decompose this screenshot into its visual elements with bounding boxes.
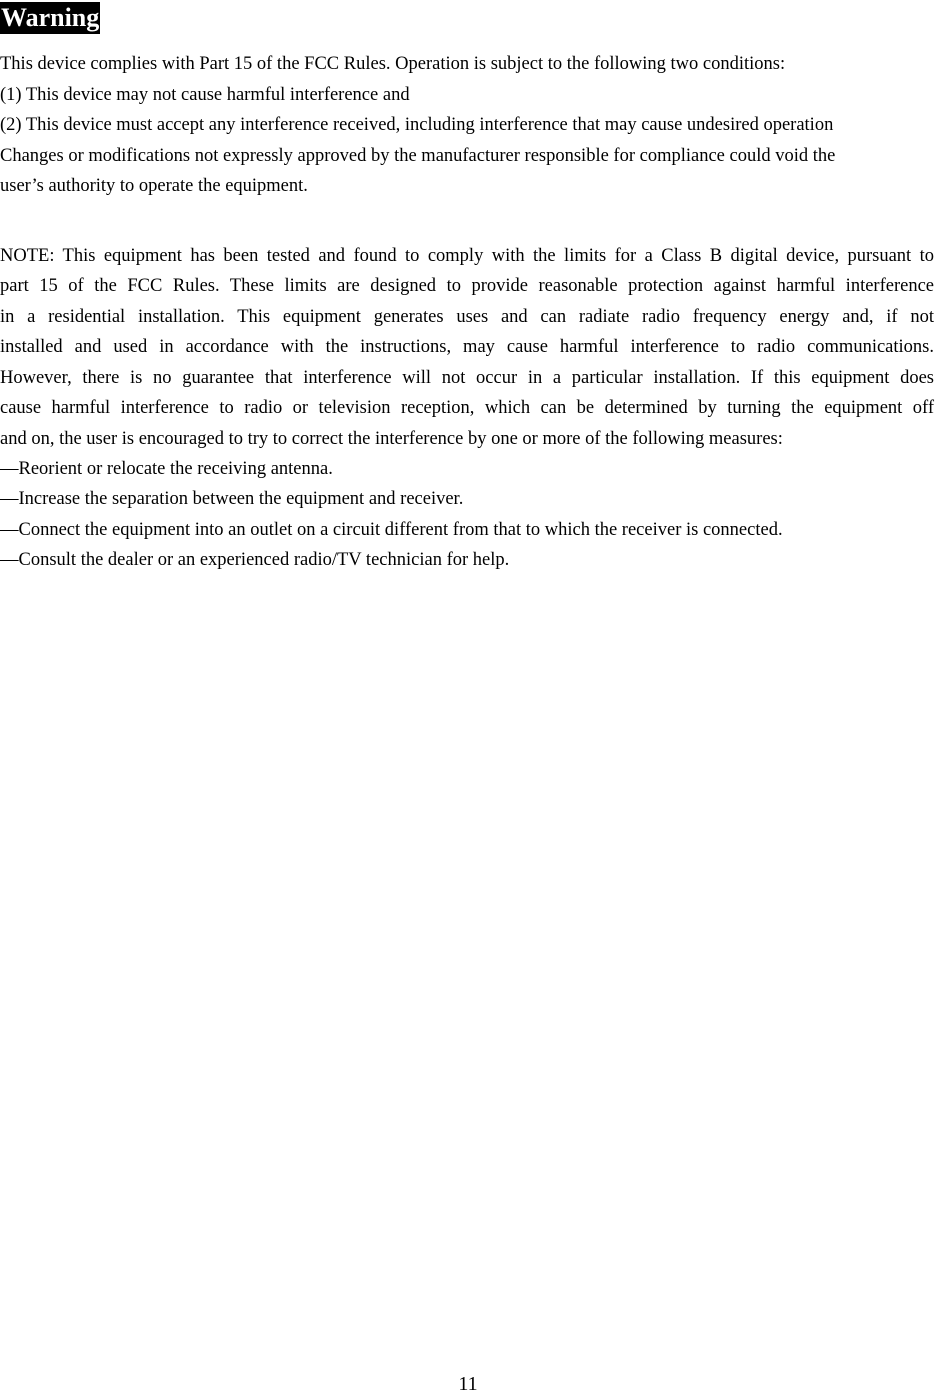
note-line: and on, the user is encouraged to try to correct the interference by one or more of the following measures: — [0, 429, 783, 449]
measure-item: —Consult the dealer or an experienced radio/TV technician for help. — [0, 550, 510, 570]
changes-line-1: Changes or modifications not expressly approved by the manufacturer responsible for compliance could void the — [0, 146, 836, 166]
note-line: cause harmful interference to radio or television reception, which can be determined by turning the equipment off — [0, 398, 934, 418]
condition-2: (2) This device must accept any interference received, including interference that may cause undesired operation — [0, 115, 834, 135]
note-line: However, there is no guarantee that interference will not occur in a particular installation. If this equipment does — [0, 368, 934, 388]
changes-line-2: user’s authority to operate the equipment. — [0, 176, 308, 196]
measure-item: —Reorient or relocate the receiving antenna. — [0, 459, 333, 479]
warning-heading: Warning — [1, 3, 100, 32]
note-line: part 15 of the FCC Rules. These limits are designed to provide reasonable protection against harmful interference — [0, 276, 934, 296]
condition-1: (1) This device may not cause harmful interference and — [0, 85, 410, 105]
note-line: in a residential installation. This equipment generates uses and can radiate radio frequency energy and, if not — [0, 307, 934, 327]
note-line: installed and used in accordance with the instructions, may cause harmful interference to radio communications. — [0, 337, 934, 357]
measure-item: —Increase the separation between the equipment and receiver. — [0, 489, 464, 509]
measure-item: —Connect the equipment into an outlet on a circuit different from that to which the receiver is connected. — [0, 520, 783, 540]
compliance-intro: This device complies with Part 15 of the FCC Rules. Operation is subject to the following two conditions: — [0, 54, 786, 74]
note-line: NOTE: This equipment has been tested and found to comply with the limits for a Class B digital device, pursuant to — [0, 246, 934, 266]
page-number: 11 — [458, 1373, 478, 1395]
